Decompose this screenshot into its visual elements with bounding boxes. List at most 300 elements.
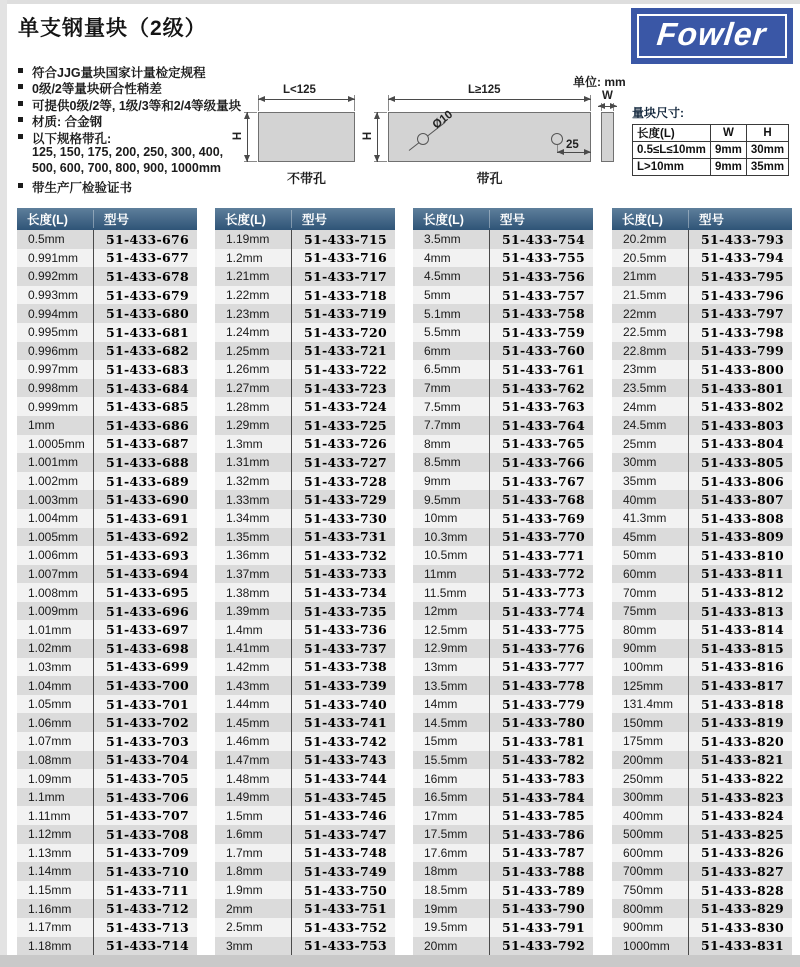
length-cell: 23.5mm xyxy=(623,381,667,396)
scan-edge-top xyxy=(0,0,800,4)
length-cell: 3.5mm xyxy=(424,232,461,247)
feature-text: 500, 600, 700, 800, 900, 1000mm xyxy=(32,161,222,176)
length-cell: 600mm xyxy=(623,845,664,860)
table-row xyxy=(413,397,593,416)
table-row xyxy=(215,676,395,695)
length-cell: 1.41mm xyxy=(226,641,270,656)
length-cell: 1.006mm xyxy=(28,548,79,563)
model-cell: 51-433-739 xyxy=(304,678,387,694)
model-cell: 51-433-761 xyxy=(502,361,585,377)
length-cell: 17mm xyxy=(424,808,458,823)
model-cell: 51-433-789 xyxy=(502,882,585,898)
length-cell: 131.4mm xyxy=(623,697,674,712)
model-cell: 51-433-729 xyxy=(304,492,387,508)
with-hole-caption: 带孔 xyxy=(476,171,503,186)
length-cell: 250mm xyxy=(623,771,664,786)
model-cell: 51-433-737 xyxy=(304,640,387,656)
length-cell: 0.995mm xyxy=(28,325,79,340)
length-cell: 13mm xyxy=(424,659,458,674)
length-cell: 1mm xyxy=(28,418,55,433)
table-row xyxy=(17,249,197,268)
model-cell: 51-433-786 xyxy=(502,826,585,842)
model-cell: 51-433-696 xyxy=(106,603,189,619)
model-cell: 51-433-715 xyxy=(304,231,387,247)
model-cell: 51-433-714 xyxy=(106,938,189,954)
length-column-header: 长度(L) xyxy=(622,213,663,227)
length-cell: 2mm xyxy=(226,901,253,916)
model-cell: 51-433-770 xyxy=(502,529,585,545)
length-cell: 150mm xyxy=(623,715,664,730)
feature-text: 材质: 合金钢 xyxy=(32,115,103,130)
model-cell: 51-433-768 xyxy=(502,492,585,508)
model-cell: 51-433-767 xyxy=(502,473,585,489)
model-cell: 51-433-746 xyxy=(304,808,387,824)
length-cell: 1.27mm xyxy=(226,381,270,396)
length-cell: 1.2mm xyxy=(226,250,263,265)
feature-item xyxy=(18,96,241,112)
table-row xyxy=(17,397,197,416)
length-cell: 175mm xyxy=(623,734,664,749)
feature-item xyxy=(18,79,241,95)
table-row xyxy=(215,249,395,268)
model-cell: 51-433-775 xyxy=(502,622,585,638)
length-cell: 1.13mm xyxy=(28,845,72,860)
model-cell: 51-433-680 xyxy=(106,306,189,322)
table-row xyxy=(413,676,593,695)
size-table-label: 量块尺寸: xyxy=(632,106,684,120)
table-row xyxy=(17,453,197,472)
table-row xyxy=(612,881,792,900)
model-cell: 51-433-793 xyxy=(701,231,784,247)
length-cell: 25mm xyxy=(623,436,657,451)
table-row xyxy=(17,806,197,825)
model-cell: 51-433-784 xyxy=(502,789,585,805)
model-cell: 51-433-757 xyxy=(502,287,585,303)
table-row xyxy=(413,379,593,398)
model-cell: 51-433-750 xyxy=(304,882,387,898)
length-cell: 1.07mm xyxy=(28,734,72,749)
length-cell: 16mm xyxy=(424,771,458,786)
table-row xyxy=(612,379,792,398)
table-row xyxy=(17,490,197,509)
model-cell: 51-433-709 xyxy=(106,845,189,861)
height-dimension-line xyxy=(377,112,378,162)
length-cell: 1.29mm xyxy=(226,418,270,433)
model-cell: 51-433-830 xyxy=(701,919,784,935)
length-cell: 1.09mm xyxy=(28,771,72,786)
model-cell: 51-433-753 xyxy=(304,938,387,954)
model-cell: 51-433-758 xyxy=(502,306,585,322)
model-cell: 51-433-810 xyxy=(701,547,784,563)
table-row xyxy=(612,732,792,751)
model-cell: 51-433-718 xyxy=(304,287,387,303)
fowler-logo xyxy=(631,8,793,64)
table-row xyxy=(17,881,197,900)
table-row xyxy=(215,639,395,658)
length-cell: 0.994mm xyxy=(28,306,79,321)
length-cell: 15mm xyxy=(424,734,458,749)
feature-item xyxy=(18,145,241,161)
table-row xyxy=(612,918,792,937)
table-row xyxy=(612,342,792,361)
length-cell: 1.007mm xyxy=(28,566,79,581)
length-cell: 1.06mm xyxy=(28,715,72,730)
length-cell: 1.49mm xyxy=(226,790,270,805)
model-cell: 51-433-701 xyxy=(106,696,189,712)
page-title: 单支钢量块（2级） xyxy=(18,17,207,40)
model-cell: 51-433-745 xyxy=(304,789,387,805)
table-body xyxy=(215,230,395,955)
table-row xyxy=(612,844,792,863)
model-cell: 51-433-752 xyxy=(304,919,387,935)
length-cell: 0.997mm xyxy=(28,362,79,377)
length-cell: 1.002mm xyxy=(28,474,79,489)
table-row xyxy=(215,490,395,509)
table-row xyxy=(215,862,395,881)
length-cell: 1.26mm xyxy=(226,362,270,377)
table-row xyxy=(17,713,197,732)
feature-item xyxy=(18,112,241,128)
table-row xyxy=(413,472,593,491)
model-cell: 51-433-728 xyxy=(304,473,387,489)
table-row xyxy=(413,825,593,844)
model-cell: 51-433-800 xyxy=(701,361,784,377)
model-cell: 51-433-782 xyxy=(502,752,585,768)
table-row xyxy=(612,620,792,639)
model-cell: 51-433-756 xyxy=(502,268,585,284)
model-cell: 51-433-802 xyxy=(701,399,784,415)
model-cell: 51-433-790 xyxy=(502,901,585,917)
model-cell: 51-433-747 xyxy=(304,826,387,842)
length-cell: 14.5mm xyxy=(424,715,468,730)
length-cell: 0.993mm xyxy=(28,288,79,303)
model-cell: 51-433-690 xyxy=(106,492,189,508)
length-dimension-line xyxy=(258,99,355,100)
model-cell: 51-433-741 xyxy=(304,715,387,731)
table-row xyxy=(612,360,792,379)
table-row xyxy=(413,620,593,639)
length-cell: 30mm xyxy=(623,455,657,470)
table-row xyxy=(215,342,395,361)
length-cell: 11.5mm xyxy=(424,585,467,600)
width-dim-label: W xyxy=(602,90,613,102)
table-row xyxy=(215,658,395,677)
model-cell: 51-433-694 xyxy=(106,566,189,582)
model-cell: 51-433-710 xyxy=(106,863,189,879)
size-table-cell: 9mm xyxy=(711,159,747,176)
table-row xyxy=(612,546,792,565)
length-cell: 200mm xyxy=(623,752,664,767)
table-row xyxy=(215,360,395,379)
model-cell: 51-433-740 xyxy=(304,696,387,712)
model-cell: 51-433-783 xyxy=(502,771,585,787)
length-cell: 7.5mm xyxy=(424,399,461,414)
column-divider xyxy=(688,230,689,955)
table-row xyxy=(215,565,395,584)
size-table-header-cell: H xyxy=(746,125,788,142)
size-table-header-cell: 长度(L) xyxy=(633,125,711,142)
length-cell: 125mm xyxy=(623,678,664,693)
length-cell: 1.43mm xyxy=(226,678,270,693)
table-row xyxy=(215,844,395,863)
table-row xyxy=(215,416,395,435)
table-row xyxy=(413,751,593,770)
height-dim-label: H xyxy=(232,131,245,141)
model-cell: 51-433-731 xyxy=(304,529,387,545)
length-cell: 1.44mm xyxy=(226,697,270,712)
length-cell: 24.5mm xyxy=(623,418,667,433)
table-row xyxy=(413,881,593,900)
model-cell: 51-433-829 xyxy=(701,901,784,917)
table-row xyxy=(215,397,395,416)
model-cell: 51-433-769 xyxy=(502,510,585,526)
model-cell: 51-433-803 xyxy=(701,417,784,433)
size-table-cell: 9mm xyxy=(711,142,747,159)
length-cell: 18.5mm xyxy=(424,883,468,898)
table-row xyxy=(215,732,395,751)
square-bullet-icon xyxy=(18,101,23,106)
feature-item xyxy=(18,63,241,79)
column-divider xyxy=(93,230,94,955)
length-cell: 20.2mm xyxy=(623,232,667,247)
table-row xyxy=(215,602,395,621)
table-row xyxy=(612,769,792,788)
table-row xyxy=(413,546,593,565)
length-cell: 19.5mm xyxy=(424,920,468,935)
table-row xyxy=(413,453,593,472)
table-row xyxy=(215,509,395,528)
model-cell: 51-433-748 xyxy=(304,845,387,861)
table-row xyxy=(215,304,395,323)
length-cell: 1.37mm xyxy=(226,566,270,581)
length-cell: 1.19mm xyxy=(226,232,270,247)
length-cell: 70mm xyxy=(623,585,657,600)
feature-text: 可提供0级/2等, 1级/3等和2/4等级量块 xyxy=(32,98,242,113)
scan-edge-left xyxy=(0,0,7,967)
table-row xyxy=(612,472,792,491)
length-cell: 22.8mm xyxy=(623,343,667,358)
model-cell: 51-433-762 xyxy=(502,380,585,396)
table-row xyxy=(612,751,792,770)
model-cell: 51-433-822 xyxy=(701,771,784,787)
table-row xyxy=(413,323,593,342)
table-row xyxy=(215,713,395,732)
table-row xyxy=(413,862,593,881)
table-row xyxy=(413,788,593,807)
model-cell: 51-433-771 xyxy=(502,547,585,563)
length-cell: 1.35mm xyxy=(226,529,270,544)
model-cell: 51-433-795 xyxy=(701,268,784,284)
model-cell: 51-433-794 xyxy=(701,250,784,266)
model-cell: 51-433-700 xyxy=(106,678,189,694)
model-cell: 51-433-804 xyxy=(701,436,784,452)
table-row xyxy=(215,435,395,454)
table-row xyxy=(17,435,197,454)
size-spec-table xyxy=(632,124,789,176)
table-header xyxy=(413,208,593,230)
table-row xyxy=(612,453,792,472)
height-dim-label: H xyxy=(362,131,375,141)
model-cell: 51-433-787 xyxy=(502,845,585,861)
length-cell: 1.34mm xyxy=(226,511,270,526)
model-cell: 51-433-831 xyxy=(701,938,784,954)
table-row xyxy=(17,304,197,323)
length-cell: 0.991mm xyxy=(28,250,79,265)
table-row xyxy=(17,844,197,863)
length-cell: 10mm xyxy=(424,511,458,526)
square-bullet-icon xyxy=(18,84,23,89)
model-cell: 51-433-719 xyxy=(304,306,387,322)
length-cell: 0.998mm xyxy=(28,381,79,396)
length-cell: 16.5mm xyxy=(424,790,468,805)
square-bullet-icon xyxy=(18,68,23,73)
model-cell: 51-433-681 xyxy=(106,324,189,340)
model-cell: 51-433-699 xyxy=(106,659,189,675)
model-cell: 51-433-742 xyxy=(304,733,387,749)
length-cell: 100mm xyxy=(623,659,664,674)
table-row xyxy=(413,490,593,509)
model-cell: 51-433-738 xyxy=(304,659,387,675)
model-cell: 51-433-677 xyxy=(106,250,189,266)
model-cell: 51-433-798 xyxy=(701,324,784,340)
length-cell: 1.02mm xyxy=(28,641,72,656)
table-row xyxy=(413,602,593,621)
model-cell: 51-433-708 xyxy=(106,826,189,842)
table-row xyxy=(612,267,792,286)
length-cell: 12.5mm xyxy=(424,622,468,637)
length-cell: 750mm xyxy=(623,883,664,898)
model-cell: 51-433-818 xyxy=(701,696,784,712)
length-cell: 1.28mm xyxy=(226,399,270,414)
model-cell: 51-433-692 xyxy=(106,529,189,545)
feature-item xyxy=(18,161,241,177)
model-cell: 51-433-725 xyxy=(304,417,387,433)
model-cell: 51-433-781 xyxy=(502,733,585,749)
length-cell: 1.3mm xyxy=(226,436,263,451)
table-row xyxy=(17,658,197,677)
table-row xyxy=(215,825,395,844)
table-row xyxy=(413,304,593,323)
length-cell: 1.25mm xyxy=(226,343,270,358)
table-row xyxy=(215,453,395,472)
model-cell: 51-433-820 xyxy=(701,733,784,749)
price-table-1 xyxy=(17,208,197,955)
size-table-cell: 30mm xyxy=(746,142,788,159)
column-divider xyxy=(489,230,490,955)
length-cell: 1.7mm xyxy=(226,845,263,860)
model-cell: 51-433-713 xyxy=(106,919,189,935)
table-row xyxy=(612,565,792,584)
table-row xyxy=(17,379,197,398)
length-cell: 5mm xyxy=(424,288,451,303)
table-row xyxy=(17,267,197,286)
model-cell: 51-433-813 xyxy=(701,603,784,619)
table-row xyxy=(17,620,197,639)
model-cell: 51-433-723 xyxy=(304,380,387,396)
table-row xyxy=(215,937,395,956)
length-cell: 19mm xyxy=(424,901,458,916)
table-row xyxy=(413,937,593,956)
length-cell: 4mm xyxy=(424,250,451,265)
model-cell: 51-433-791 xyxy=(502,919,585,935)
model-cell: 51-433-697 xyxy=(106,622,189,638)
table-row xyxy=(17,937,197,956)
size-table-row xyxy=(633,142,789,159)
model-cell: 51-433-722 xyxy=(304,361,387,377)
model-cell: 51-433-676 xyxy=(106,231,189,247)
model-cell: 51-433-733 xyxy=(304,566,387,582)
column-divider xyxy=(291,230,292,955)
model-cell: 51-433-823 xyxy=(701,789,784,805)
table-row xyxy=(215,751,395,770)
unit-label: 单位: mm xyxy=(573,75,626,89)
width-dimension-line xyxy=(598,106,617,107)
table-row xyxy=(215,899,395,918)
model-cell: 51-433-776 xyxy=(502,640,585,656)
length-cell: 1.18mm xyxy=(28,938,72,953)
length-cell: 1.16mm xyxy=(28,901,72,916)
length-dim-label: L<125 xyxy=(283,84,316,96)
model-cell: 51-433-819 xyxy=(701,715,784,731)
length-cell: 41.3mm xyxy=(623,511,667,526)
model-cell: 51-433-801 xyxy=(701,380,784,396)
table-row xyxy=(612,825,792,844)
length-cell: 3mm xyxy=(226,938,253,953)
length-dimension-line xyxy=(388,99,591,100)
model-cell: 51-433-779 xyxy=(502,696,585,712)
square-bullet-icon xyxy=(18,183,23,188)
table-row xyxy=(612,323,792,342)
model-cell: 51-433-749 xyxy=(304,863,387,879)
square-bullet-icon xyxy=(18,117,23,122)
model-cell: 51-433-826 xyxy=(701,845,784,861)
table-row xyxy=(17,509,197,528)
model-cell: 51-433-695 xyxy=(106,585,189,601)
hole-offset-dimension-line xyxy=(557,152,591,153)
model-cell: 51-433-712 xyxy=(106,901,189,917)
size-table-cell: 35mm xyxy=(746,159,788,176)
length-cell: 7mm xyxy=(424,381,451,396)
model-column-header: 型号 xyxy=(699,213,725,227)
model-cell: 51-433-682 xyxy=(106,343,189,359)
length-cell: 1.04mm xyxy=(28,678,72,693)
table-row xyxy=(612,862,792,881)
model-cell: 51-433-788 xyxy=(502,863,585,879)
length-cell: 9mm xyxy=(424,474,451,489)
model-cell: 51-433-707 xyxy=(106,808,189,824)
table-header xyxy=(17,208,197,230)
length-cell: 800mm xyxy=(623,901,664,916)
length-cell: 90mm xyxy=(623,641,657,656)
length-cell: 1.4mm xyxy=(226,622,263,637)
model-cell: 51-433-732 xyxy=(304,547,387,563)
header-divider xyxy=(489,210,490,228)
table-row xyxy=(612,435,792,454)
table-row xyxy=(612,899,792,918)
model-cell: 51-433-684 xyxy=(106,380,189,396)
table-row xyxy=(413,342,593,361)
price-table-2 xyxy=(215,208,395,955)
model-cell: 51-433-772 xyxy=(502,566,585,582)
length-cell: 1.23mm xyxy=(226,306,270,321)
length-cell: 11mm xyxy=(424,566,457,581)
length-cell: 1.004mm xyxy=(28,511,79,526)
model-cell: 51-433-807 xyxy=(701,492,784,508)
length-cell: 1.48mm xyxy=(226,771,270,786)
model-cell: 51-433-685 xyxy=(106,399,189,415)
table-row xyxy=(215,620,395,639)
model-cell: 51-433-744 xyxy=(304,771,387,787)
